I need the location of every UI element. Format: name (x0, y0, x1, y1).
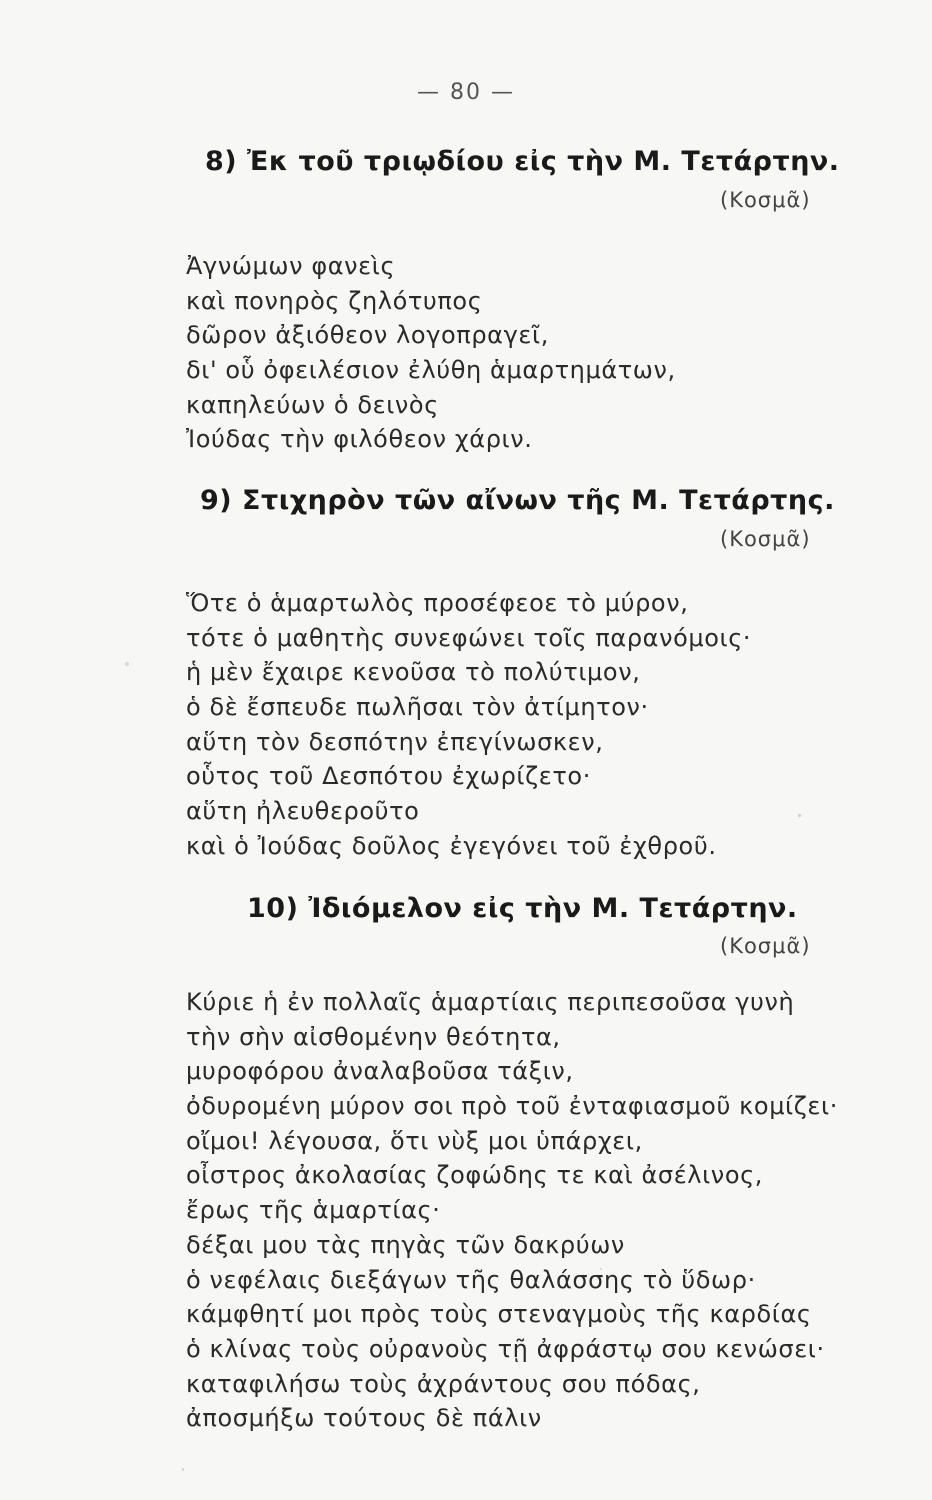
verse-line: μυροφόρου ἀναλαβοῦσα τάξιν, (186, 1057, 574, 1086)
verse-line: δῶρον ἀξιόθεον λογοπραγεῖ, (186, 321, 549, 350)
scan-speck (182, 1468, 184, 1471)
verse-line: Κύριε ἡ ἐν πολλαῖς ἁμαρτίαις περιπεσοῦσα γυνὴ (186, 988, 795, 1016)
verse-line: ὁ νεφέλαις διεξάγων τῆς θαλάσσης τὸ ὕδωρ· (186, 1265, 756, 1294)
verse-line: Ἀγνώμων φανεὶς (186, 252, 396, 280)
verse-line: αὕτη τὸν δεσπότην ἐπεγίνωσκεν, (186, 727, 604, 756)
section-8-heading: 8) Ἐκ τοῦ τριῳδίου εἰς τὴν Μ. Τετάρτην. (205, 146, 840, 177)
verse-line: οἶστρος ἀκολασίας ζοφώδης τε καὶ ἀσέλινος, (186, 1161, 764, 1190)
verse-line: ὁ δὲ ἔσπευδε πωλῆσαι τὸν ἀτίμητον· (186, 693, 649, 722)
verse-line: καταφιλήσω τοὺς ἀχράντους σου πόδας, (186, 1369, 701, 1398)
verse-line: ἀποσμήξω τούτους δὲ πάλιν (186, 1404, 542, 1433)
verse-line: τότε ὁ μαθητὴς συνεφώνει τοῖς παρανόμοις· (186, 623, 752, 652)
verse-line: Ὅτε ὁ ἁμαρτωλὸς προσέφεοε τὸ μύρον, (186, 589, 689, 617)
verse-line: Ἰούδας τὴν φιλόθεον χάριν. (186, 425, 533, 454)
scan-speck (798, 814, 801, 817)
verse-line: τὴν σὴν αἰσθομένην θεότητα, (186, 1022, 561, 1051)
section-8-author: (Κοσμᾶ) (720, 188, 811, 212)
verse-line: ὀδυρομένη μύρον σοι πρὸ τοῦ ἐνταφιασμοῦ κομίζει· (186, 1092, 838, 1121)
scan-speck (125, 662, 129, 666)
verse-line: οἴμοι! λέγουσα, ὅτι νὺξ μοι ὑπάρχει, (186, 1126, 643, 1155)
verse-line: αὕτη ἠλευθεροῦτο (186, 797, 420, 826)
verse-line: δι' οὗ ὀφειλέσιον ἐλύθη ἁμαρτημάτων, (186, 356, 676, 385)
scan-speck (600, 1268, 602, 1270)
verse-line: ἔρως τῆς ἁμαρτίας· (186, 1196, 441, 1225)
section-10-verse (186, 985, 838, 1436)
verse-line: ὁ κλίνας τοὺς οὐρανοὺς τῇ ἀφράστῳ σου κενώσει· (186, 1334, 825, 1363)
verse-line: καπηλεύων ὁ δεινὸς (186, 390, 439, 419)
section-9-verse (186, 586, 751, 864)
verse-line: καὶ ὁ Ἰούδας δοῦλος ἐγεγόνει τοῦ ἐχθροῦ. (186, 831, 717, 860)
verse-line: οὗτος τοῦ Δεσπότου ἐχωρίζετο· (186, 762, 591, 791)
verse-line: ἡ μὲν ἔχαιρε κενοῦσα τὸ πολύτιμον, (186, 658, 641, 687)
section-9-heading: 9) Στιχηρὸν τῶν αἴνων τῆς Μ. Τετάρτης. (200, 485, 835, 516)
section-10-author: (Κοσμᾶ) (720, 934, 811, 958)
verse-line: καὶ πονηρὸς ζηλότυπος (186, 286, 483, 315)
section-9-author: (Κοσμᾶ) (720, 527, 811, 551)
verse-line: κάμφθητί μοι πρὸς τοὺς στεναγμοὺς τῆς καρδίας (186, 1300, 812, 1329)
section-8-verse (186, 249, 676, 457)
section-10-heading: 10) Ἰδιόμελον εἰς τὴν Μ. Τετάρτην. (247, 893, 798, 924)
verse-line: δέξαι μου τὰς πηγὰς τῶν δακρύων (186, 1230, 625, 1259)
page-number: — 80 — (417, 80, 515, 105)
